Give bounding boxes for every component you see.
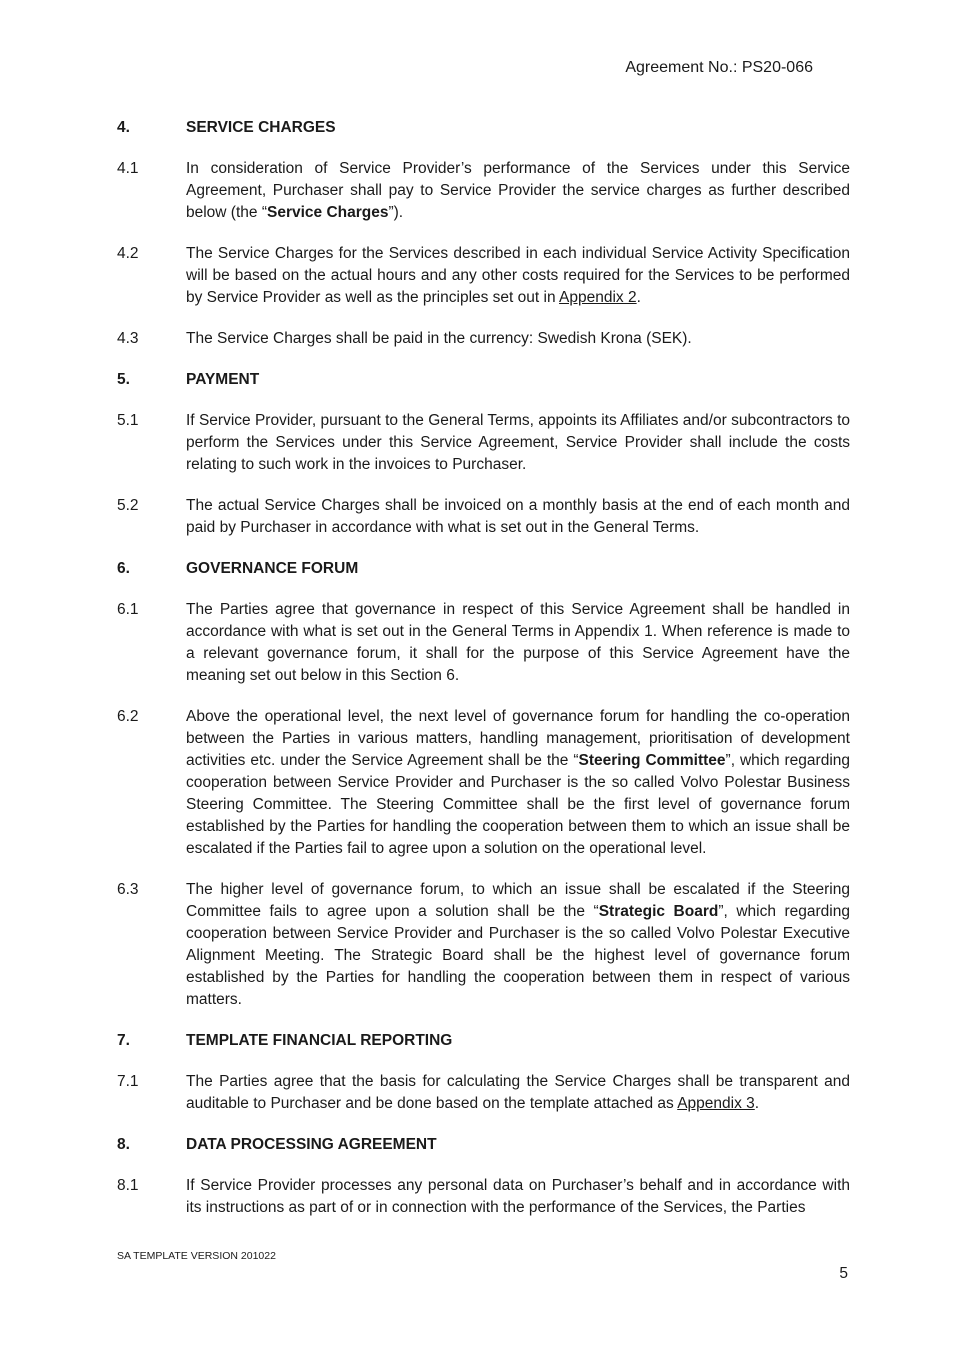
clause-number: 6.2 xyxy=(117,708,139,725)
clause-4-2 xyxy=(117,243,850,309)
clause-text-part: Above the operational level, the next level of governance forum for handling the co-operation between the Parties in various matters, handling management, prioritisation of development activities etc. under the Service Agreement shall be the “ xyxy=(186,708,850,769)
clause-5-2 xyxy=(117,495,850,539)
clause-number: 6.1 xyxy=(117,601,139,618)
clause-text-part: ”, which regarding cooperation between Service Provider and Purchaser is the so called Volvo Polestar Business Steering Committee. The Steering Committee shall be the first level of governance forum established by the Parties for handling the cooperation between them to which an issue shall be escalated if the Parties fail to agree upon a solution on the operational level. xyxy=(186,752,850,857)
section-title: GOVERNANCE FORUM xyxy=(186,560,359,577)
clause-4-3 xyxy=(117,328,850,350)
section-8-heading xyxy=(117,1134,850,1156)
clause-number: 8.1 xyxy=(117,1177,139,1194)
clause-7-1 xyxy=(117,1071,850,1115)
clause-number: 4.1 xyxy=(117,160,139,177)
clause-text-part: The Parties agree that the basis for calculating the Service Charges shall be transparent and auditable to Purchaser and be done based on the template attached as xyxy=(186,1073,850,1112)
clause-text: If Service Provider, pursuant to the General Terms, appoints its Affiliates and/or subcontractors to perform the Services under this Service Agreement, Service Provider shall include the costs relating to such work in the invoices to Purchaser. xyxy=(186,412,850,473)
section-7-heading xyxy=(117,1030,850,1052)
section-title: TEMPLATE FINANCIAL REPORTING xyxy=(186,1032,453,1049)
section-number: 5. xyxy=(117,371,130,388)
clause-text-part: . xyxy=(754,1095,760,1112)
clause-number: 4.2 xyxy=(117,245,139,262)
clause-text xyxy=(186,243,850,309)
section-title: DATA PROCESSING AGREEMENT xyxy=(186,1136,437,1153)
clause-text xyxy=(186,158,850,224)
clause-8-1 xyxy=(117,1175,850,1219)
clause-number: 7.1 xyxy=(117,1073,139,1090)
clause-number: 5.1 xyxy=(117,412,139,429)
clause-number: 4.3 xyxy=(117,330,139,347)
document-body xyxy=(117,117,850,1219)
clause-text: The actual Service Charges shall be invoiced on a monthly basis at the end of each month and paid by Purchaser in accordance with what is set out in the General Terms. xyxy=(186,497,850,536)
section-title: PAYMENT xyxy=(186,371,260,388)
clause-6-1 xyxy=(117,599,850,687)
clause-text: The Parties agree that governance in respect of this Service Agreement shall be handled in accordance with what is set out in the General Terms in Appendix 1. When reference is made to a relevant governance forum, it shall for the purpose of this Service Agreement have the meaning set out below in this Section 6. xyxy=(186,601,850,684)
clause-text-part: . xyxy=(636,289,641,306)
clause-text xyxy=(186,1071,850,1115)
clause-text xyxy=(186,879,850,1011)
clause-text-part: ”, which regarding cooperation between Service Provider and Purchaser is the so called Volvo Polestar Executive Alignment Meeting. The Strategic Board shall be the highest level of governance forum established by the Parties for handling the cooperation between them in respect of various matters. xyxy=(186,903,850,1008)
clause-text-part: The Service Charges for the Services described in each individual Service Activity Specification will be based on the actual hours and any other costs required for the Services to be performed by Service Provider as well as the principles set out in xyxy=(186,245,850,306)
section-5-heading xyxy=(117,369,850,391)
agreement-number: Agreement No.: PS20-066 xyxy=(625,59,813,76)
section-number: 4. xyxy=(117,119,130,136)
section-number: 8. xyxy=(117,1136,130,1153)
clause-number: 6.3 xyxy=(117,881,139,898)
clause-text: The Service Charges shall be paid in the currency: Swedish Krona (SEK). xyxy=(186,330,692,347)
section-number: 6. xyxy=(117,560,130,577)
section-6-heading xyxy=(117,558,850,580)
defined-term: Strategic Board xyxy=(598,903,719,920)
clause-text-part: In consideration of Service Provider’s performance of the Services under this Service Agreement, Purchaser shall pay to Service Provider the service charges as further described below (the “ xyxy=(186,160,850,221)
clause-number: 5.2 xyxy=(117,497,139,514)
defined-term: Service Charges xyxy=(266,204,389,221)
clause-6-2 xyxy=(117,706,850,860)
clause-text xyxy=(186,706,850,860)
page-number: 5 xyxy=(839,1265,848,1282)
clause-text-part: ”). xyxy=(388,204,404,221)
section-4-heading xyxy=(117,117,850,139)
defined-term: Steering Committee xyxy=(578,752,726,769)
appendix-3-link[interactable]: Appendix 3 xyxy=(677,1095,755,1112)
clause-text: If Service Provider processes any personal data on Purchaser’s behalf and in accordance with its instructions as part of or in connection with the performance of the Services, the Parties xyxy=(186,1177,850,1216)
template-version: SA TEMPLATE VERSION 201022 xyxy=(117,1250,276,1262)
clause-6-3 xyxy=(117,879,850,1011)
appendix-2-link[interactable]: Appendix 2 xyxy=(559,289,637,306)
clause-text-part: The higher level of governance forum, to which an issue shall be escalated if the Steering Committee fails to agree upon a solution shall be the “ xyxy=(186,881,850,920)
section-number: 7. xyxy=(117,1032,130,1049)
section-title: SERVICE CHARGES xyxy=(186,119,336,136)
clause-5-1 xyxy=(117,410,850,476)
clause-4-1 xyxy=(117,158,850,224)
